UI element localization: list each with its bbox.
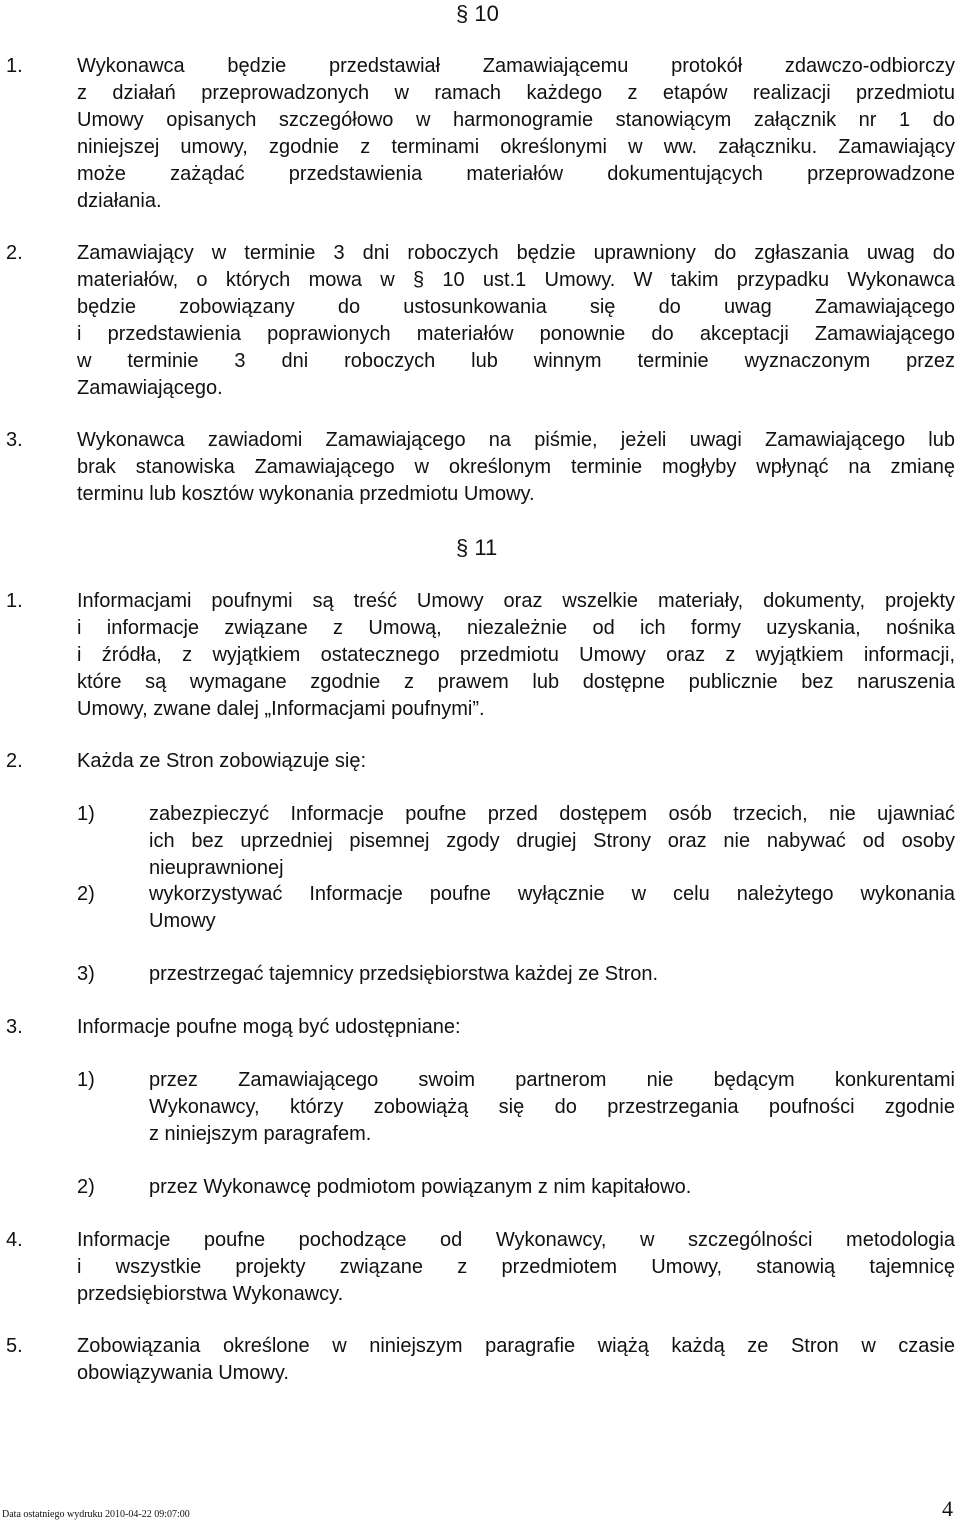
- print-date-footer: Data ostatniego wydruku 2010-04-22 09:07:00: [2, 1509, 190, 1520]
- text-line: przestrzegać tajemnicy przedsiębiorstwa każdej ze Stron.: [149, 963, 659, 985]
- paragraph-number: 4.: [6, 1229, 23, 1251]
- list-item: [149, 801, 955, 882]
- text-line: brak stanowiska Zamawiającego w określonym terminie mogłyby wpłynąć na zmianę: [77, 456, 955, 478]
- text-line: Informacje poufne mogą być udostępniane:: [77, 1016, 461, 1038]
- list-item-number: 1): [77, 803, 95, 825]
- text-line: przez Wykonawcę podmiotom powiązanym z nim kapitałowo.: [149, 1176, 692, 1198]
- text-line: może zażądać przedstawienia materiałów dokumentujących przeprowadzone: [77, 163, 955, 185]
- text-line: które są wymagane zgodnie z prawem lub dostępne publicznie bez naruszenia: [77, 671, 955, 693]
- page-number: 4: [942, 1496, 953, 1521]
- paragraph-number: 1.: [6, 55, 23, 77]
- text-line: Informacjami poufnymi są treść Umowy oraz wszelkie materiały, dokumenty, projekty: [77, 590, 955, 612]
- list-item-number: 1): [77, 1069, 95, 1091]
- text-line: ich bez uprzedniej pisemnej zgody drugiej Strony oraz nie nabywać od osoby: [149, 830, 955, 852]
- paragraph-10-1: [77, 53, 955, 215]
- paragraph-11-4: [77, 1227, 955, 1308]
- section-heading-11: § 11: [456, 535, 498, 560]
- text-line: terminu lub kosztów wykonania przedmiotu Umowy.: [77, 483, 535, 505]
- text-line: z działań przeprowadzonych w ramach każdego z etapów realizacji przedmiotu: [77, 82, 955, 104]
- section-heading-10: § 10: [456, 1, 499, 26]
- paragraph-10-3: [77, 427, 955, 508]
- list-item: [149, 961, 955, 988]
- paragraph-number: 3.: [6, 1016, 23, 1038]
- text-line: zabezpieczyć Informacje poufne przed dostępem osób trzecich, nie ujawniać: [149, 803, 955, 825]
- text-line: i wszystkie projekty związane z przedmiotem Umowy, stanowią tajemnicę: [77, 1256, 955, 1278]
- list-item: [149, 881, 955, 935]
- paragraph-number: 2.: [6, 242, 23, 264]
- text-line: Zamawiający w terminie 3 dni roboczych będzie uprawniony do zgłaszania uwag do: [77, 242, 955, 264]
- text-line: i przedstawienia poprawionych materiałów ponownie do akceptacji Zamawiającego: [77, 323, 955, 345]
- text-line: w terminie 3 dni roboczych lub winnym terminie wyznaczonym przez: [77, 350, 955, 372]
- text-line: Umowy opisanych szczegółowo w harmonogramie stanowiącym załącznik nr 1 do: [77, 109, 955, 131]
- text-line: Każda ze Stron zobowiązuje się:: [77, 750, 367, 772]
- paragraph-number: 2.: [6, 750, 23, 772]
- text-line: i informacje związane z Umową, niezależnie od ich formy uzyskania, nośnika: [77, 617, 955, 639]
- text-line: niniejszej umowy, zgodnie z terminami określonymi w ww. załączniku. Zamawiający: [77, 136, 955, 158]
- text-line: przedsiębiorstwa Wykonawcy.: [77, 1283, 344, 1305]
- list-item-number: 3): [77, 963, 95, 985]
- paragraph-11-5: [77, 1333, 955, 1387]
- list-item-number: 2): [77, 1176, 95, 1198]
- text-line: Wykonawcy, którzy zobowiążą się do przestrzegania poufności zgodnie: [149, 1096, 955, 1118]
- text-line: nieuprawnionej: [149, 857, 284, 879]
- list-item: [149, 1174, 955, 1201]
- text-line: i źródła, z wyjątkiem ostatecznego przedmiotu Umowy oraz z wyjątkiem informacji,: [77, 644, 955, 666]
- text-line: Umowy: [149, 910, 216, 932]
- text-line: Umowy, zwane dalej „Informacjami poufnymi”.: [77, 698, 485, 720]
- paragraph-11-1: [77, 588, 955, 723]
- text-line: przez Zamawiającego swoim partnerom nie będącym konkurentami: [149, 1069, 955, 1091]
- list-item-number: 2): [77, 883, 95, 905]
- text-line: Informacje poufne pochodzące od Wykonawcy, w szczególności metodologia: [77, 1229, 955, 1251]
- text-line: będzie zobowiązany do ustosunkowania się do uwag Zamawiającego: [77, 296, 955, 318]
- text-line: materiałów, o których mowa w § 10 ust.1 Umowy. W takim przypadku Wykonawca: [77, 269, 955, 291]
- text-line: Zobowiązania określone w niniejszym paragrafie wiążą każdą ze Stron w czasie: [77, 1335, 955, 1357]
- text-line: działania.: [77, 190, 162, 212]
- paragraph-number: 1.: [6, 590, 23, 612]
- paragraph-10-2: [77, 240, 955, 402]
- paragraph-11-3: [77, 1014, 955, 1041]
- text-line: obowiązywania Umowy.: [77, 1362, 289, 1384]
- paragraph-11-2: [77, 748, 955, 775]
- paragraph-number: 3.: [6, 429, 23, 451]
- text-line: Wykonawca zawiadomi Zamawiającego na piśmie, jeżeli uwagi Zamawiającego lub: [77, 429, 955, 451]
- list-item: [149, 1067, 955, 1148]
- paragraph-number: 5.: [6, 1335, 23, 1357]
- text-line: z niniejszym paragrafem.: [149, 1123, 372, 1145]
- text-line: Zamawiającego.: [77, 377, 223, 399]
- text-line: wykorzystywać Informacje poufne wyłącznie w celu należytego wykonania: [149, 883, 955, 905]
- text-line: Wykonawca będzie przedstawiał Zamawiającemu protokół zdawczo-odbiorczy: [77, 55, 955, 77]
